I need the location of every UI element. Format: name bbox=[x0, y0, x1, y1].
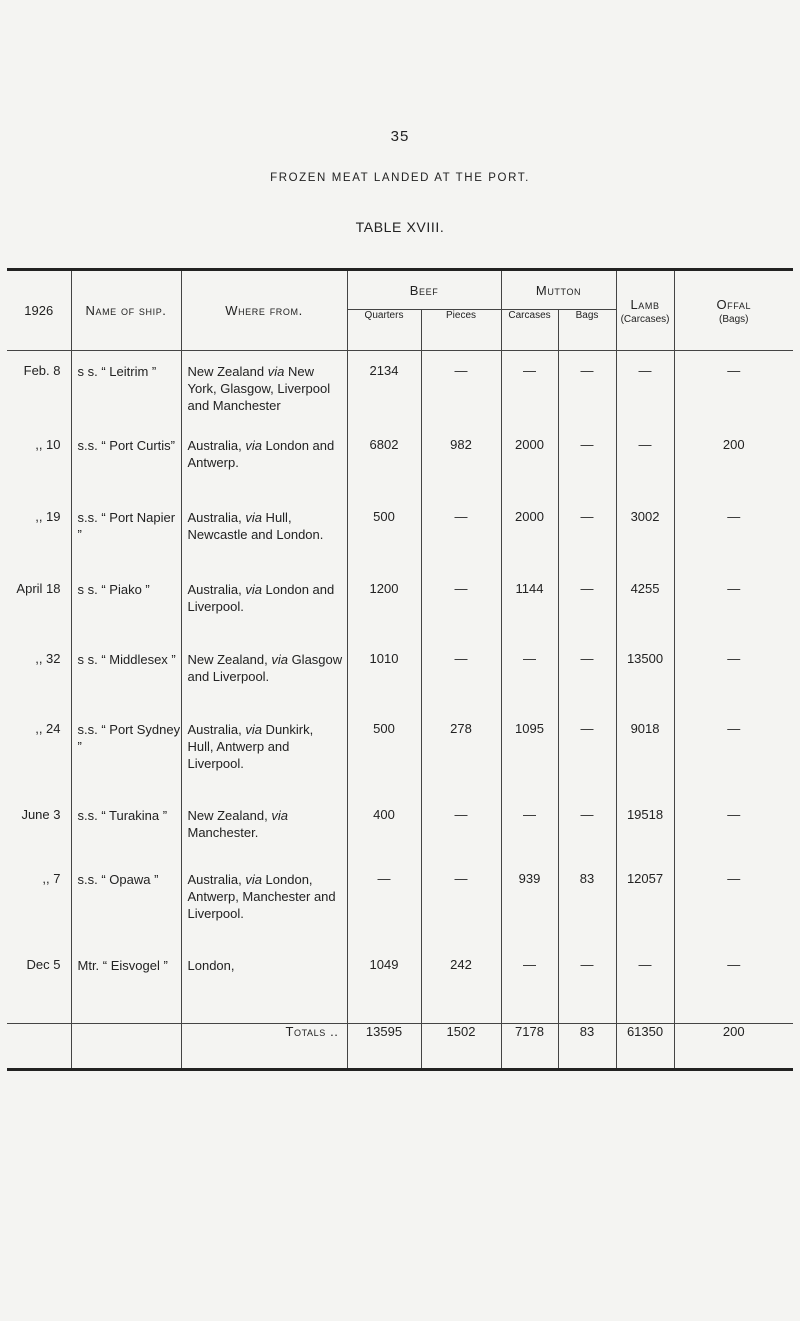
row-where-from: Australia, via London and Liverpool. bbox=[181, 577, 347, 647]
row-lamb: — bbox=[616, 433, 674, 505]
row-mutton-bags: — bbox=[558, 953, 616, 1003]
frozen-meat-table bbox=[7, 268, 793, 1071]
row-beef-quarters: 400 bbox=[347, 803, 421, 867]
header-year: 1926 bbox=[24, 303, 54, 318]
page-number: 35 bbox=[390, 128, 410, 145]
row-mutton-carcases: — bbox=[501, 351, 558, 433]
row-ship-name: s s. “ Leitrim ” bbox=[71, 351, 181, 433]
table-row bbox=[7, 505, 793, 577]
row-beef-pieces: — bbox=[421, 867, 501, 953]
row-beef-quarters: 1010 bbox=[347, 647, 421, 717]
row-ship-name: s.s. “ Opawa ” bbox=[71, 867, 181, 953]
table-subtitle: FROZEN MEAT LANDED AT THE PORT. bbox=[270, 172, 530, 184]
table-row bbox=[7, 577, 793, 647]
row-mutton-carcases: 939 bbox=[501, 867, 558, 953]
header-name-of-ship: Name of ship. bbox=[71, 270, 181, 351]
row-date: ,, 10 bbox=[35, 436, 61, 452]
header-beef: Beef bbox=[347, 270, 501, 310]
row-ship-name: s.s. “ Port Sydney ” bbox=[71, 717, 181, 803]
row-ship-name: s s. “ Piako ” bbox=[71, 577, 181, 647]
row-ship-name: s.s. “ Port Napier ” bbox=[71, 505, 181, 577]
row-date: April 18 bbox=[16, 580, 61, 596]
table-title: TABLE XVIII. bbox=[355, 219, 445, 235]
row-beef-quarters: 1200 bbox=[347, 577, 421, 647]
row-beef-quarters: 500 bbox=[347, 505, 421, 577]
row-beef-pieces: — bbox=[421, 351, 501, 433]
row-beef-pieces: 982 bbox=[421, 433, 501, 505]
row-offal: — bbox=[674, 803, 793, 867]
row-offal: — bbox=[674, 717, 793, 803]
header-mutton-bags: Bags bbox=[558, 310, 616, 351]
row-mutton-carcases: 1095 bbox=[501, 717, 558, 803]
row-lamb: 9018 bbox=[616, 717, 674, 803]
row-mutton-bags: — bbox=[558, 803, 616, 867]
header-beef-pieces: Pieces bbox=[421, 310, 501, 351]
row-offal: — bbox=[674, 505, 793, 577]
row-lamb: — bbox=[616, 351, 674, 433]
header-beef-quarters: Quarters bbox=[347, 310, 421, 351]
row-lamb: 3002 bbox=[616, 505, 674, 577]
row-offal: — bbox=[674, 867, 793, 953]
row-offal: 200 bbox=[674, 433, 793, 505]
header-lamb-unit: (Carcases) bbox=[620, 313, 670, 325]
row-offal: — bbox=[674, 953, 793, 1003]
total-beef-pieces: 1502 bbox=[421, 1023, 501, 1069]
row-mutton-carcases: — bbox=[501, 803, 558, 867]
row-date: ,, 32 bbox=[35, 650, 61, 666]
header-offal bbox=[674, 270, 793, 351]
row-where-from: New Zealand via New York, Glasgow, Liverpool and Manchester bbox=[181, 351, 347, 433]
row-mutton-bags: — bbox=[558, 577, 616, 647]
row-lamb: 12057 bbox=[616, 867, 674, 953]
row-lamb: 4255 bbox=[616, 577, 674, 647]
row-mutton-carcases: 2000 bbox=[501, 505, 558, 577]
row-beef-quarters: 1049 bbox=[347, 953, 421, 1003]
row-beef-pieces: — bbox=[421, 577, 501, 647]
row-date: Feb. 8 bbox=[23, 363, 61, 378]
total-lamb: 61350 bbox=[616, 1023, 674, 1069]
row-lamb: 19518 bbox=[616, 803, 674, 867]
row-beef-quarters: 500 bbox=[347, 717, 421, 803]
row-beef-pieces: — bbox=[421, 505, 501, 577]
row-beef-quarters: 6802 bbox=[347, 433, 421, 505]
row-mutton-carcases: 2000 bbox=[501, 433, 558, 505]
header-lamb bbox=[616, 270, 674, 351]
row-mutton-bags: — bbox=[558, 647, 616, 717]
row-where-from: London, bbox=[181, 953, 347, 1003]
row-date: ,, 19 bbox=[35, 508, 61, 524]
row-date: ,, 24 bbox=[35, 720, 61, 736]
row-mutton-bags: — bbox=[558, 433, 616, 505]
totals-row bbox=[7, 1023, 793, 1069]
row-mutton-bags: — bbox=[558, 717, 616, 803]
total-mutton-bags: 83 bbox=[558, 1023, 616, 1069]
row-beef-pieces: 242 bbox=[421, 953, 501, 1003]
table-row bbox=[7, 953, 793, 1003]
header-where-from: Where from. bbox=[181, 270, 347, 351]
row-date: Dec 5 bbox=[26, 956, 61, 972]
row-offal: — bbox=[674, 577, 793, 647]
row-beef-quarters: — bbox=[347, 867, 421, 953]
row-lamb: 13500 bbox=[616, 647, 674, 717]
total-beef-quarters: 13595 bbox=[347, 1023, 421, 1069]
row-where-from: Australia, via London, Antwerp, Manchester and Liverpool. bbox=[181, 867, 347, 953]
row-ship-name: Mtr. “ Eisvogel ” bbox=[71, 953, 181, 1003]
row-mutton-carcases: — bbox=[501, 953, 558, 1003]
row-ship-name: s.s. “ Port Curtis” bbox=[71, 433, 181, 505]
row-mutton-carcases: 1144 bbox=[501, 577, 558, 647]
header-lamb-label: Lamb bbox=[630, 296, 660, 312]
row-where-from: Australia, via Hull, Newcastle and London. bbox=[181, 505, 347, 577]
header-offal-label: Offal bbox=[716, 296, 752, 312]
row-offal: — bbox=[674, 647, 793, 717]
table-row bbox=[7, 717, 793, 803]
header-offal-unit: (Bags) bbox=[719, 313, 749, 325]
totals-label: Totals .. bbox=[181, 1023, 347, 1069]
row-mutton-bags: — bbox=[558, 505, 616, 577]
total-offal: 200 bbox=[674, 1023, 793, 1069]
row-where-from: New Zealand, via Manchester. bbox=[181, 803, 347, 867]
header-mutton: Mutton bbox=[501, 270, 616, 310]
row-beef-pieces: — bbox=[421, 803, 501, 867]
row-where-from: New Zealand, via Glasgow and Liverpool. bbox=[181, 647, 347, 717]
row-ship-name: s.s. “ Turakina ” bbox=[71, 803, 181, 867]
row-beef-pieces: 278 bbox=[421, 717, 501, 803]
table-row bbox=[7, 647, 793, 717]
table-body bbox=[7, 351, 793, 1003]
row-mutton-bags: 83 bbox=[558, 867, 616, 953]
row-lamb: — bbox=[616, 953, 674, 1003]
row-offal: — bbox=[674, 351, 793, 433]
table-row bbox=[7, 351, 793, 433]
total-mutton-carcases: 7178 bbox=[501, 1023, 558, 1069]
table-row bbox=[7, 803, 793, 867]
row-where-from: Australia, via Dunkirk, Hull, Antwerp and Liverpool. bbox=[181, 717, 347, 803]
row-date: ,, 7 bbox=[42, 870, 61, 886]
row-beef-quarters: 2134 bbox=[347, 351, 421, 433]
row-mutton-carcases: — bbox=[501, 647, 558, 717]
row-where-from: Australia, via London and Antwerp. bbox=[181, 433, 347, 505]
header-mutton-carcases: Carcases bbox=[501, 310, 558, 351]
row-beef-pieces: — bbox=[421, 647, 501, 717]
row-date: June 3 bbox=[21, 806, 61, 822]
row-ship-name: s s. “ Middlesex ” bbox=[71, 647, 181, 717]
row-mutton-bags: — bbox=[558, 351, 616, 433]
table-row bbox=[7, 867, 793, 953]
table-row bbox=[7, 433, 793, 505]
